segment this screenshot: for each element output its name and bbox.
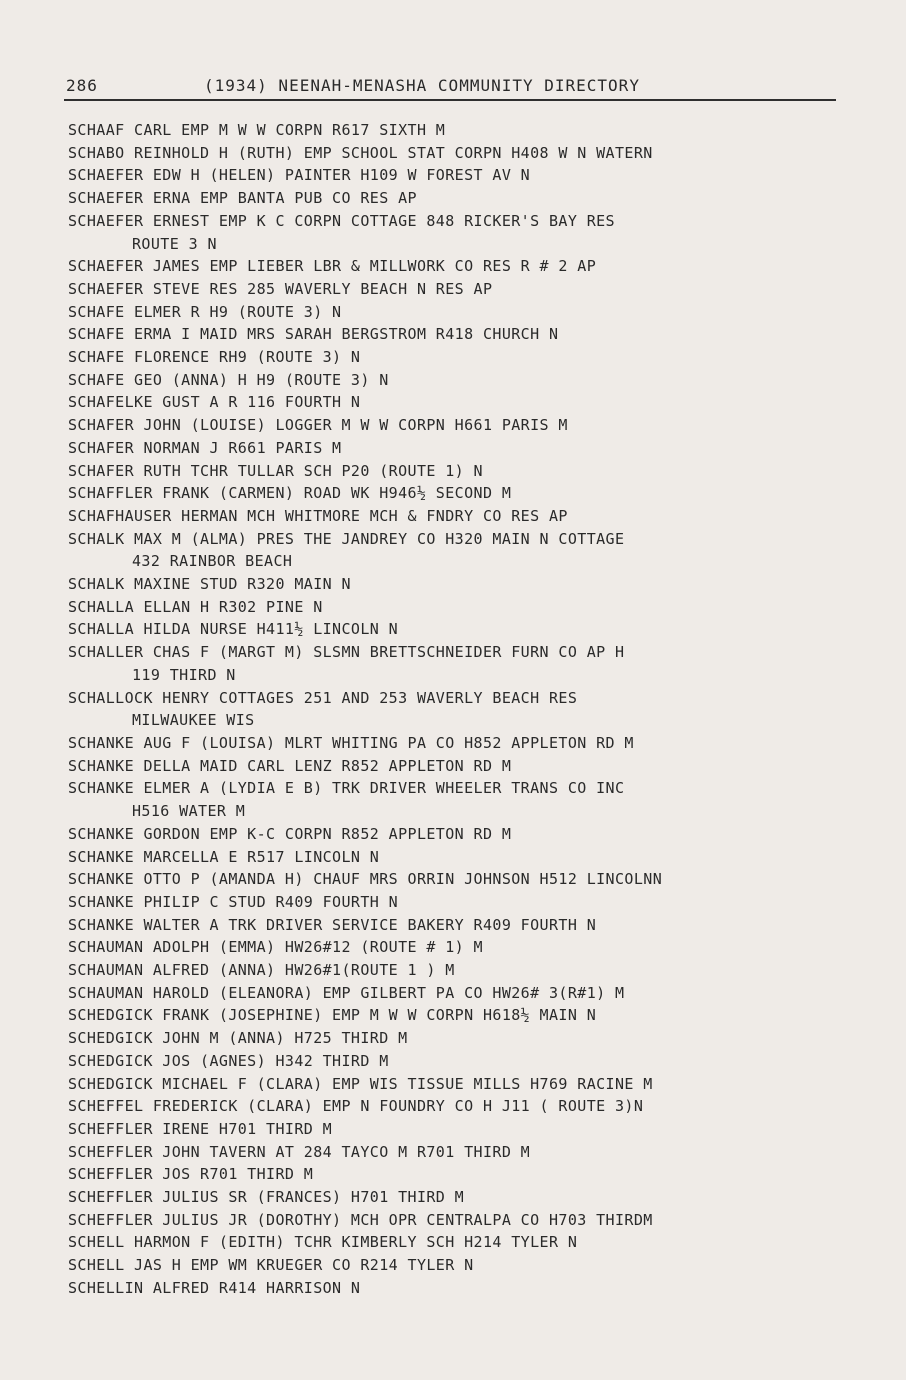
directory-entry: SCHEFFLER JOHN TAVERN AT 284 TAYCO M R701 THIRD M bbox=[68, 1142, 531, 1161]
directory-entry: SCHALLOCK HENRY COTTAGES 251 AND 253 WAVERLY BEACH RES bbox=[68, 688, 578, 707]
directory-entry: SCHEFFLER JULIUS SR (FRANCES) H701 THIRD M bbox=[68, 1188, 465, 1207]
directory-entry: SCHAFER NORMAN J R661 PARIS M bbox=[68, 438, 342, 457]
directory-entry: SCHALK MAXINE STUD R320 MAIN N bbox=[68, 575, 351, 594]
directory-entry: SCHEDGICK FRANK (JOSEPHINE) EMP M W W CORPN H618½ MAIN N bbox=[68, 1006, 597, 1025]
directory-entry: SCHAFHAUSER HERMAN MCH WHITMORE MCH & FNDRY CO RES AP bbox=[68, 506, 568, 525]
directory-entry: SCHEFFLER JULIUS JR (DOROTHY) MCH OPR CENTRALPA CO H703 THIRDM bbox=[68, 1210, 653, 1229]
directory-entry: SCHEFFEL FREDERICK (CLARA) EMP N FOUNDRY CO H J11 ( ROUTE 3)N bbox=[68, 1097, 644, 1116]
directory-entry: SCHAEFER EDW H (HELEN) PAINTER H109 W FOREST AV N bbox=[68, 166, 531, 185]
page-number: 286 bbox=[66, 76, 98, 95]
page-title: (1934) NEENAH-MENASHA COMMUNITY DIRECTORY bbox=[204, 76, 640, 95]
directory-entry: SCHALLA ELLAN H R302 PINE N bbox=[68, 597, 323, 616]
directory-entry-continuation: MILWAUKEE WIS bbox=[132, 711, 255, 730]
directory-entry: SCHAAF CARL EMP M W W CORPN R617 SIXTH M bbox=[68, 121, 446, 139]
directory-entry: SCHAFER JOHN (LOUISE) LOGGER M W W CORPN H661 PARIS M bbox=[68, 416, 568, 435]
directory-entry: SCHELLIN ALFRED R414 HARRISON N bbox=[68, 1278, 361, 1297]
directory-entry: SCHANKE OTTO P (AMANDA H) CHAUF MRS ORRIN JOHNSON H512 LINCOLNN bbox=[68, 870, 663, 889]
directory-entry: SCHEDGICK JOS (AGNES) H342 THIRD M bbox=[68, 1051, 389, 1070]
directory-entry-continuation: ROUTE 3 N bbox=[132, 234, 217, 253]
directory-entry: SCHAFE ERMA I MAID MRS SARAH BERGSTROM R418 CHURCH N bbox=[68, 325, 559, 344]
directory-entry: SCHAUMAN ADOLPH (EMMA) HW26#12 (ROUTE # 1) M bbox=[68, 938, 483, 957]
directory-listing bbox=[68, 119, 868, 1300]
directory-entry: SCHANKE DELLA MAID CARL LENZ R852 APPLETON RD M bbox=[68, 756, 512, 775]
directory-entry: SCHAFE FLORENCE RH9 (ROUTE 3) N bbox=[68, 348, 361, 367]
directory-entry: SCHALLA HILDA NURSE H411½ LINCOLN N bbox=[68, 620, 399, 639]
header-rule bbox=[64, 99, 836, 101]
directory-entry: SCHEDGICK JOHN M (ANNA) H725 THIRD M bbox=[68, 1029, 408, 1048]
directory-entry-continuation: 432 RAINBOR BEACH bbox=[132, 552, 293, 571]
directory-entry: SCHALK MAX M (ALMA) PRES THE JANDREY CO H320 MAIN N COTTAGE bbox=[68, 529, 625, 548]
directory-entry: SCHAEFER ERNEST EMP K C CORPN COTTAGE 848 RICKER'S BAY RES bbox=[68, 211, 615, 230]
directory-entry: SCHELL JAS H EMP WM KRUEGER CO R214 TYLER N bbox=[68, 1256, 474, 1275]
directory-entry: SCHABO REINHOLD H (RUTH) EMP SCHOOL STAT CORPN H408 W N WATERN bbox=[68, 143, 653, 162]
page-header bbox=[66, 76, 836, 100]
directory-entry: SCHAFELKE GUST A R 116 FOURTH N bbox=[68, 393, 361, 412]
directory-entry: SCHANKE PHILIP C STUD R409 FOURTH N bbox=[68, 892, 399, 911]
directory-entry: SCHANKE MARCELLA E R517 LINCOLN N bbox=[68, 847, 380, 866]
directory-entry: SCHELL HARMON F (EDITH) TCHR KIMBERLY SCH H214 TYLER N bbox=[68, 1233, 578, 1252]
directory-entry: SCHAFER RUTH TCHR TULLAR SCH P20 (ROUTE 1) N bbox=[68, 461, 483, 480]
directory-entry: SCHAEFER STEVE RES 285 WAVERLY BEACH N RES AP bbox=[68, 279, 493, 298]
directory-entry: SCHAFFLER FRANK (CARMEN) ROAD WK H946½ SECOND M bbox=[68, 484, 512, 503]
directory-entry: SCHAUMAN HAROLD (ELEANORA) EMP GILBERT PA CO HW26# 3(R#1) M bbox=[68, 983, 625, 1002]
directory-entry: SCHALLER CHAS F (MARGT M) SLSMN BRETTSCHNEIDER FURN CO AP H bbox=[68, 643, 625, 662]
directory-entry: SCHANKE GORDON EMP K-C CORPN R852 APPLETON RD M bbox=[68, 824, 512, 843]
directory-entry: SCHANKE ELMER A (LYDIA E B) TRK DRIVER WHEELER TRANS CO INC bbox=[68, 779, 625, 798]
directory-entry: SCHANKE AUG F (LOUISA) MLRT WHITING PA CO H852 APPLETON RD M bbox=[68, 733, 634, 752]
directory-entry: SCHEFFLER IRENE H701 THIRD M bbox=[68, 1119, 333, 1138]
directory-entry: SCHAFE ELMER R H9 (ROUTE 3) N bbox=[68, 302, 342, 321]
directory-entry: SCHAFE GEO (ANNA) H H9 (ROUTE 3) N bbox=[68, 370, 389, 389]
directory-entry-continuation: 119 THIRD N bbox=[132, 665, 236, 684]
directory-entry: SCHAUMAN ALFRED (ANNA) HW26#1(ROUTE 1 ) M bbox=[68, 961, 455, 980]
directory-entry: SCHEDGICK MICHAEL F (CLARA) EMP WIS TISSUE MILLS H769 RACINE M bbox=[68, 1074, 653, 1093]
directory-entry: SCHAEFER JAMES EMP LIEBER LBR & MILLWORK CO RES R # 2 AP bbox=[68, 257, 597, 276]
directory-entry: SCHANKE WALTER A TRK DRIVER SERVICE BAKERY R409 FOURTH N bbox=[68, 915, 597, 934]
directory-entry: SCHAEFER ERNA EMP BANTA PUB CO RES AP bbox=[68, 189, 417, 208]
directory-entry-continuation: H516 WATER M bbox=[132, 802, 246, 821]
directory-entry: SCHEFFLER JOS R701 THIRD M bbox=[68, 1165, 314, 1184]
